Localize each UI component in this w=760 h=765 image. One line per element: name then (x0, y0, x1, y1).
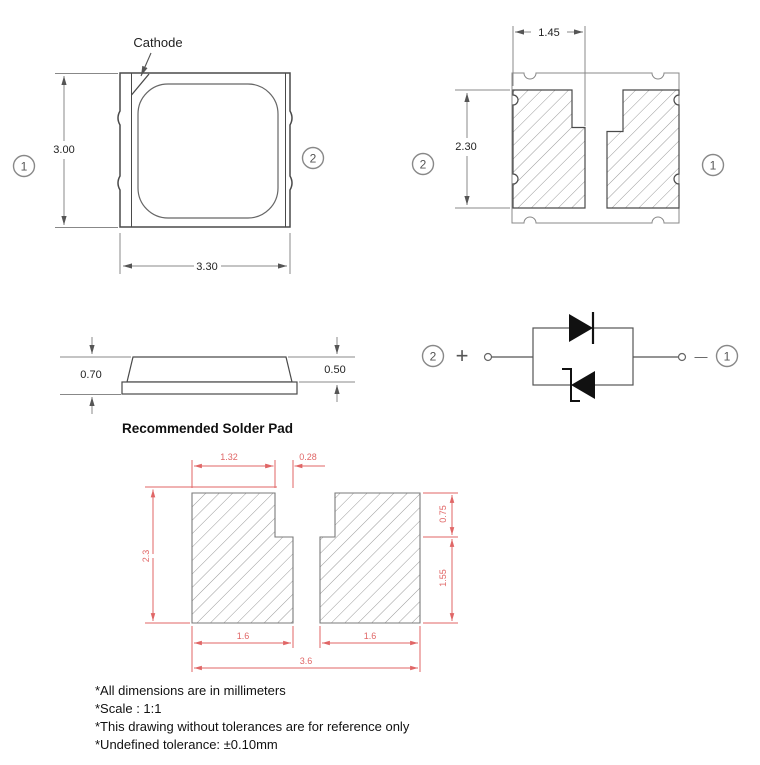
lens-outline (138, 84, 278, 218)
terminal-right (679, 354, 686, 361)
parallel-branch-box (533, 328, 633, 385)
dim-electrode-width-label: 1.45 (538, 27, 560, 39)
footprint-pad-right (320, 493, 420, 623)
pad-right (607, 90, 679, 208)
led-diode-triangle (569, 314, 593, 342)
pin1-label: 1 (723, 349, 731, 364)
body-profile (127, 357, 292, 382)
dim-height-label: 2.3 (141, 549, 151, 563)
note-line: *This drawing without tolerances are for reference only (95, 719, 410, 734)
circuit-schematic (423, 312, 738, 401)
footprint-pad-left (192, 493, 293, 623)
note-line: *Undefined tolerance: ±0.10mm (95, 737, 278, 752)
dim-pad2-width-label: 1.6 (363, 631, 377, 641)
dim-height-label: 3.00 (53, 144, 75, 156)
base-slab (122, 382, 297, 394)
zener-diode-triangle (571, 371, 595, 399)
pin1-label: 1 (709, 158, 717, 173)
note-line: *All dimensions are in millimeters (95, 683, 286, 698)
pin2-label: 2 (309, 151, 317, 166)
pin2-label: 2 (429, 349, 437, 364)
note-line: *Scale : 1:1 (95, 701, 162, 716)
dim-width-label: 3.30 (196, 261, 218, 273)
dim-right-top-label: 0.75 (438, 505, 448, 523)
cathode-label: Cathode (133, 35, 183, 50)
pin1-label: 1 (20, 159, 28, 174)
notes-block (95, 683, 410, 752)
dim-total-width-label: 3.6 (299, 656, 313, 666)
dim-total-height-label: 0.70 (80, 369, 102, 381)
cathode-chamfer (132, 74, 150, 95)
dim-body-height-label: 0.50 (324, 364, 346, 376)
solder-pad-title: Recommended Solder Pad (122, 421, 294, 436)
bottom-view-drawing (413, 26, 724, 223)
pad-left (513, 90, 585, 208)
dim-pad1-width-label: 1.6 (236, 631, 250, 641)
minus-sign: — (694, 349, 708, 364)
pin2-label: 2 (419, 157, 427, 172)
top-view-drawing (14, 35, 324, 274)
side-view-drawing (60, 337, 355, 414)
plus-sign: + (455, 343, 469, 368)
dim-notch-width-label: 0.28 (299, 452, 317, 462)
dim-right-bottom-label: 1.55 (438, 569, 448, 587)
dim-electrode-height-label: 2.30 (455, 141, 477, 153)
dim-pad1-top-width-label: 1.32 (220, 452, 238, 462)
solder-pad-drawing (122, 421, 458, 672)
terminal-left (485, 354, 492, 361)
